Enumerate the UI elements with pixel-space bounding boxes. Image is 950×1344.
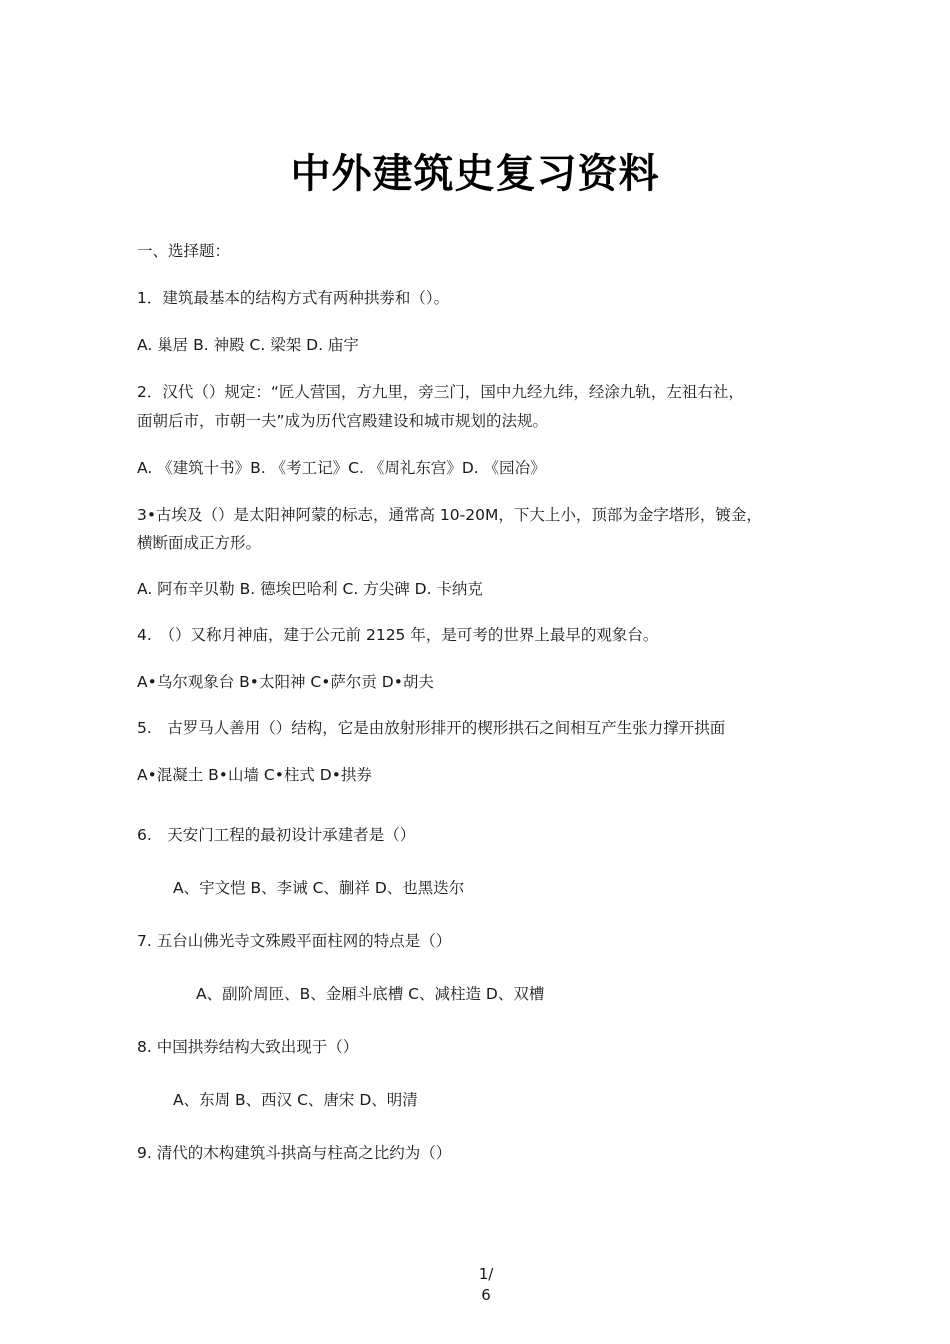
options-2: A. 《建筑十书》B. 《考工记》C. 《周礼东宫》D. 《园冶》 [137,459,546,477]
page-number [0,1264,950,1306]
question-7: 7. 五台山佛光寺文殊殿平面柱网的特点是（） [137,932,452,950]
question-2-line-1: 2．汉代（）规定：“匠人营国，方九里，旁三门，国中九经九纬，经涂九轨，左祖右社， [137,383,744,401]
options-4: A•乌尔观象台 B•太阳神 C•萨尔贡 D•胡夫 [137,673,434,691]
question-6: 6. 天安门工程的最初设计承建者是（） [137,826,416,844]
question-3-line-2: 横断面成正方形。 [137,534,262,552]
page-number-bottom: 6 [481,1286,491,1304]
options-8: A、东周 B、西汉 C、唐宋 D、明清 [173,1091,418,1109]
options-6: A、宇文恺 B、李诫 C、蒯祥 D、也黑迭尔 [173,879,465,897]
question-5: 5. 古罗马人善用（）结构，它是由放射形排开的楔形拱石之间相互产生张力撑开拱面 [137,719,726,737]
question-9: 9. 清代的木构建筑斗拱高与柱高之比约为（） [137,1144,452,1162]
document-title: 中外建筑史复习资料 [290,151,660,197]
question-2-line-2: 面朝后市，市朝一夫”成为历代宫殿建设和城市规划的法规。 [137,412,549,430]
question-4: 4. （）又称月神庙，建于公元前 2125 年，是可考的世界上最早的观象台。 [137,626,659,644]
question-8: 8. 中国拱券结构大致出现于（） [137,1038,359,1056]
options-3: A. 阿布辛贝勒 B. 德埃巴哈利 C. 方尖碑 D. 卡纳克 [137,580,483,598]
page-number-top: 1/ [478,1265,494,1283]
question-3-line-1: 3•古埃及（）是太阳神阿蒙的标志，通常高 10-20M，下大上小，顶部为金字塔形，镀金， [137,506,762,524]
question-1: 1．建筑最基本的结构方式有两种拱劵和（）。 [137,289,450,307]
options-7: A、副阶周匝、B、金厢斗底槽 C、减柱造 D、双槽 [196,985,545,1003]
options-5: A•混凝土 B•山墙 C•柱式 D•拱券 [137,766,372,784]
section-heading: 一、选择题： [137,242,231,260]
options-1: A. 巢居 B. 神殿 C. 梁架 D. 庙宇 [137,336,359,354]
